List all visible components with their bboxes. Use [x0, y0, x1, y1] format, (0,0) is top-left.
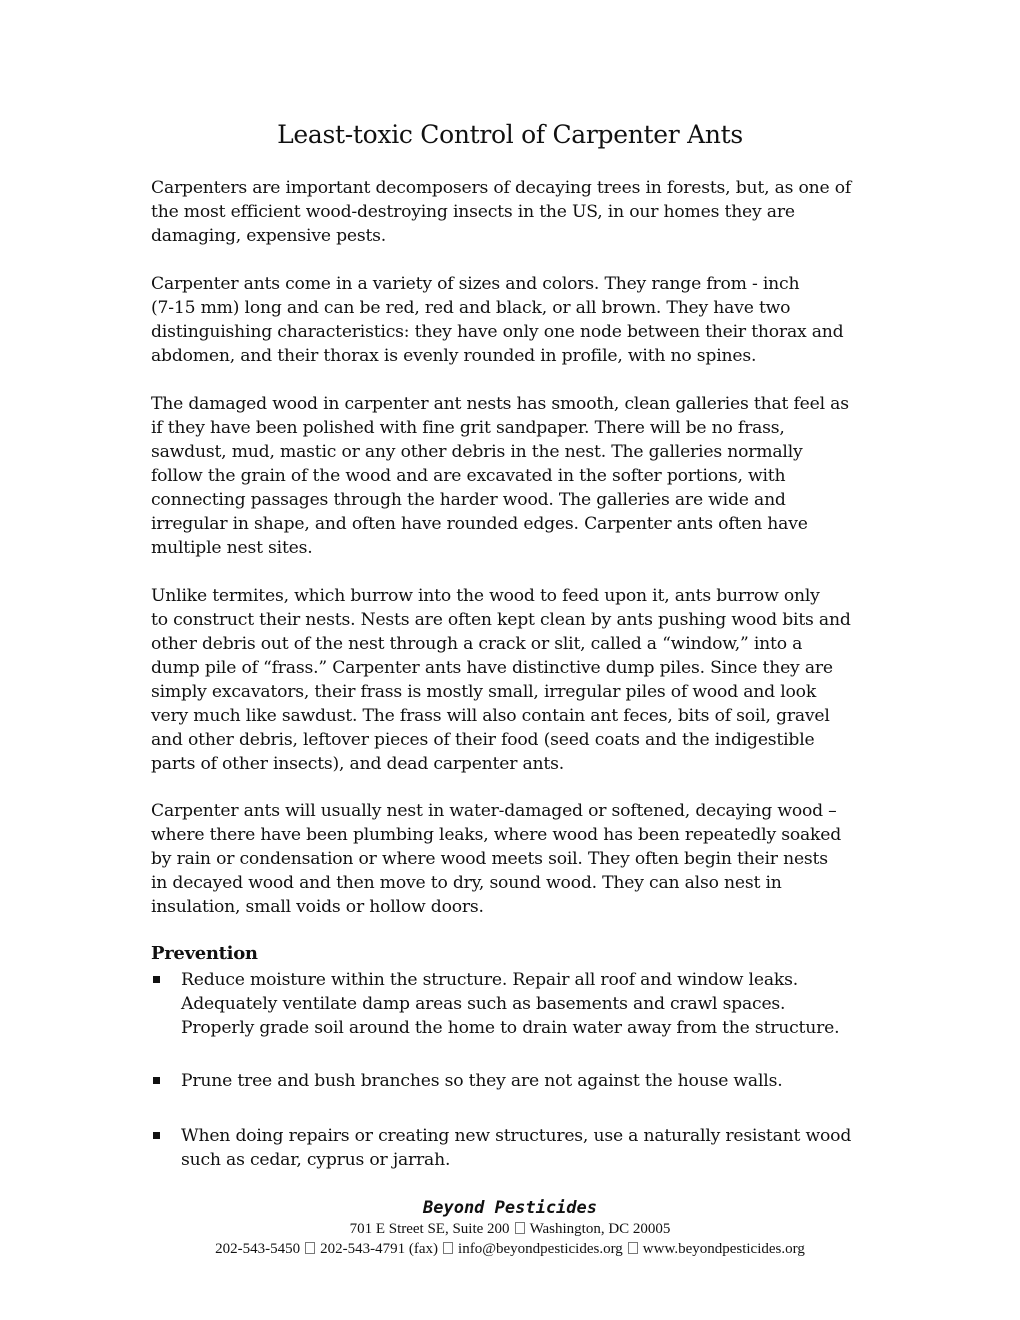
text-line: and other debris, leftover pieces of their food (seed coats and the indigestible — [151, 730, 815, 750]
phone: 202-543-5450 — [215, 1241, 301, 1257]
text-line: by rain or condensation or where wood meets soil. They often begin their nests — [151, 849, 828, 869]
text-line: (7-15 mm) long and can be red, red and black, or all brown. They have two — [151, 298, 791, 318]
bullet-square-icon — [153, 1132, 160, 1139]
text-line: insulation, small voids or hollow doors. — [151, 897, 484, 917]
text-line: very much like sawdust. The frass will also contain ant feces, bits of soil, gravel — [151, 706, 830, 726]
text-line: other debris out of the nest through a crack or slit, called a “window,” into a — [151, 634, 803, 654]
text-line: simply excavators, their frass is mostly small, irregular piles of wood and look — [151, 682, 817, 702]
text-line: connecting passages through the harder wood. The galleries are wide and — [151, 490, 786, 510]
text-line: damaging, expensive pests. — [151, 226, 387, 246]
text-line: if they have been polished with fine grit sandpaper. There will be no frass, — [151, 418, 785, 438]
text-line: the most efficient wood-destroying insects in the US, in our homes they are — [151, 202, 795, 222]
text-line: dump pile of “frass.” Carpenter ants have distinctive dump piles. Since they are — [151, 658, 833, 678]
text-line: distinguishing characteristics: they have only one node between their thorax and — [151, 322, 844, 342]
separator-icon — [515, 1222, 525, 1234]
text-line: Carpenter ants will usually nest in water-damaged or softened, decaying wood – — [151, 801, 837, 821]
address-city: Washington, DC 20005 — [529, 1221, 671, 1237]
page-title: Least-toxic Control of Carpenter Ants — [277, 120, 743, 149]
email-link[interactable]: info@beyondpesticides.org — [458, 1241, 623, 1257]
paragraph — [151, 272, 881, 368]
separator-icon — [305, 1242, 315, 1254]
website-link[interactable]: www.beyondpesticides.org — [642, 1241, 805, 1257]
fax: 202-543-4791 (fax) — [320, 1241, 439, 1257]
text-line: Prune tree and bush branches so they are not against the house walls. — [181, 1071, 783, 1091]
bullet-square-icon — [153, 976, 160, 983]
text-line: Carpenters are important decomposers of decaying trees in forests, but, as one of — [151, 178, 852, 198]
text-line: where there have been plumbing leaks, where wood has been repeatedly soaked — [151, 825, 842, 845]
text-line: in decayed wood and then move to dry, sound wood. They can also nest in — [151, 873, 782, 893]
bullet-item — [151, 1124, 881, 1172]
text-line: Reduce moisture within the structure. Repair all roof and window leaks. — [181, 970, 798, 990]
text-line: to construct their nests. Nests are often kept clean by ants pushing wood bits and — [151, 610, 851, 630]
text-line: multiple nest sites. — [151, 538, 313, 558]
footer-address — [0, 1221, 1020, 1238]
text-line: When doing repairs or creating new structures, use a naturally resistant wood — [181, 1126, 852, 1146]
text-line: The damaged wood in carpenter ant nests has smooth, clean galleries that feel as — [151, 394, 849, 414]
text-line: Adequately ventilate damp areas such as basements and crawl spaces. — [181, 994, 786, 1014]
text-line: Properly grade soil around the home to drain water away from the structure. — [181, 1018, 840, 1038]
text-line: Carpenter ants come in a variety of sizes and colors. They range from - inch — [151, 274, 800, 294]
text-line: abdomen, and their thorax is evenly rounded in profile, with no spines. — [151, 346, 757, 366]
paragraph — [151, 176, 881, 248]
text-line: parts of other insects), and dead carpenter ants. — [151, 754, 565, 774]
bullet-square-icon — [153, 1077, 160, 1084]
text-line: irregular in shape, and often have rounded edges. Carpenter ants often have — [151, 514, 808, 534]
separator-icon — [443, 1242, 453, 1254]
text-line: sawdust, mud, mastic or any other debris in the nest. The galleries normally — [151, 442, 803, 462]
text-line: such as cedar, cyprus or jarrah. — [181, 1150, 451, 1170]
paragraph — [151, 392, 881, 560]
paragraph — [151, 799, 881, 919]
text-line: Unlike termites, which burrow into the wood to feed upon it, ants burrow only — [151, 586, 820, 606]
footer-contact — [0, 1241, 1020, 1258]
section-heading-prevention: Prevention — [151, 943, 258, 964]
text-line: follow the grain of the wood and are excavated in the softer portions, with — [151, 466, 786, 486]
bullet-item — [151, 1069, 881, 1093]
bullet-item — [151, 968, 881, 1040]
paragraph — [151, 584, 881, 776]
footer-org-name: Beyond Pesticides — [423, 1198, 597, 1218]
address-street: 701 E Street SE, Suite 200 — [349, 1221, 510, 1237]
separator-icon — [628, 1242, 638, 1254]
